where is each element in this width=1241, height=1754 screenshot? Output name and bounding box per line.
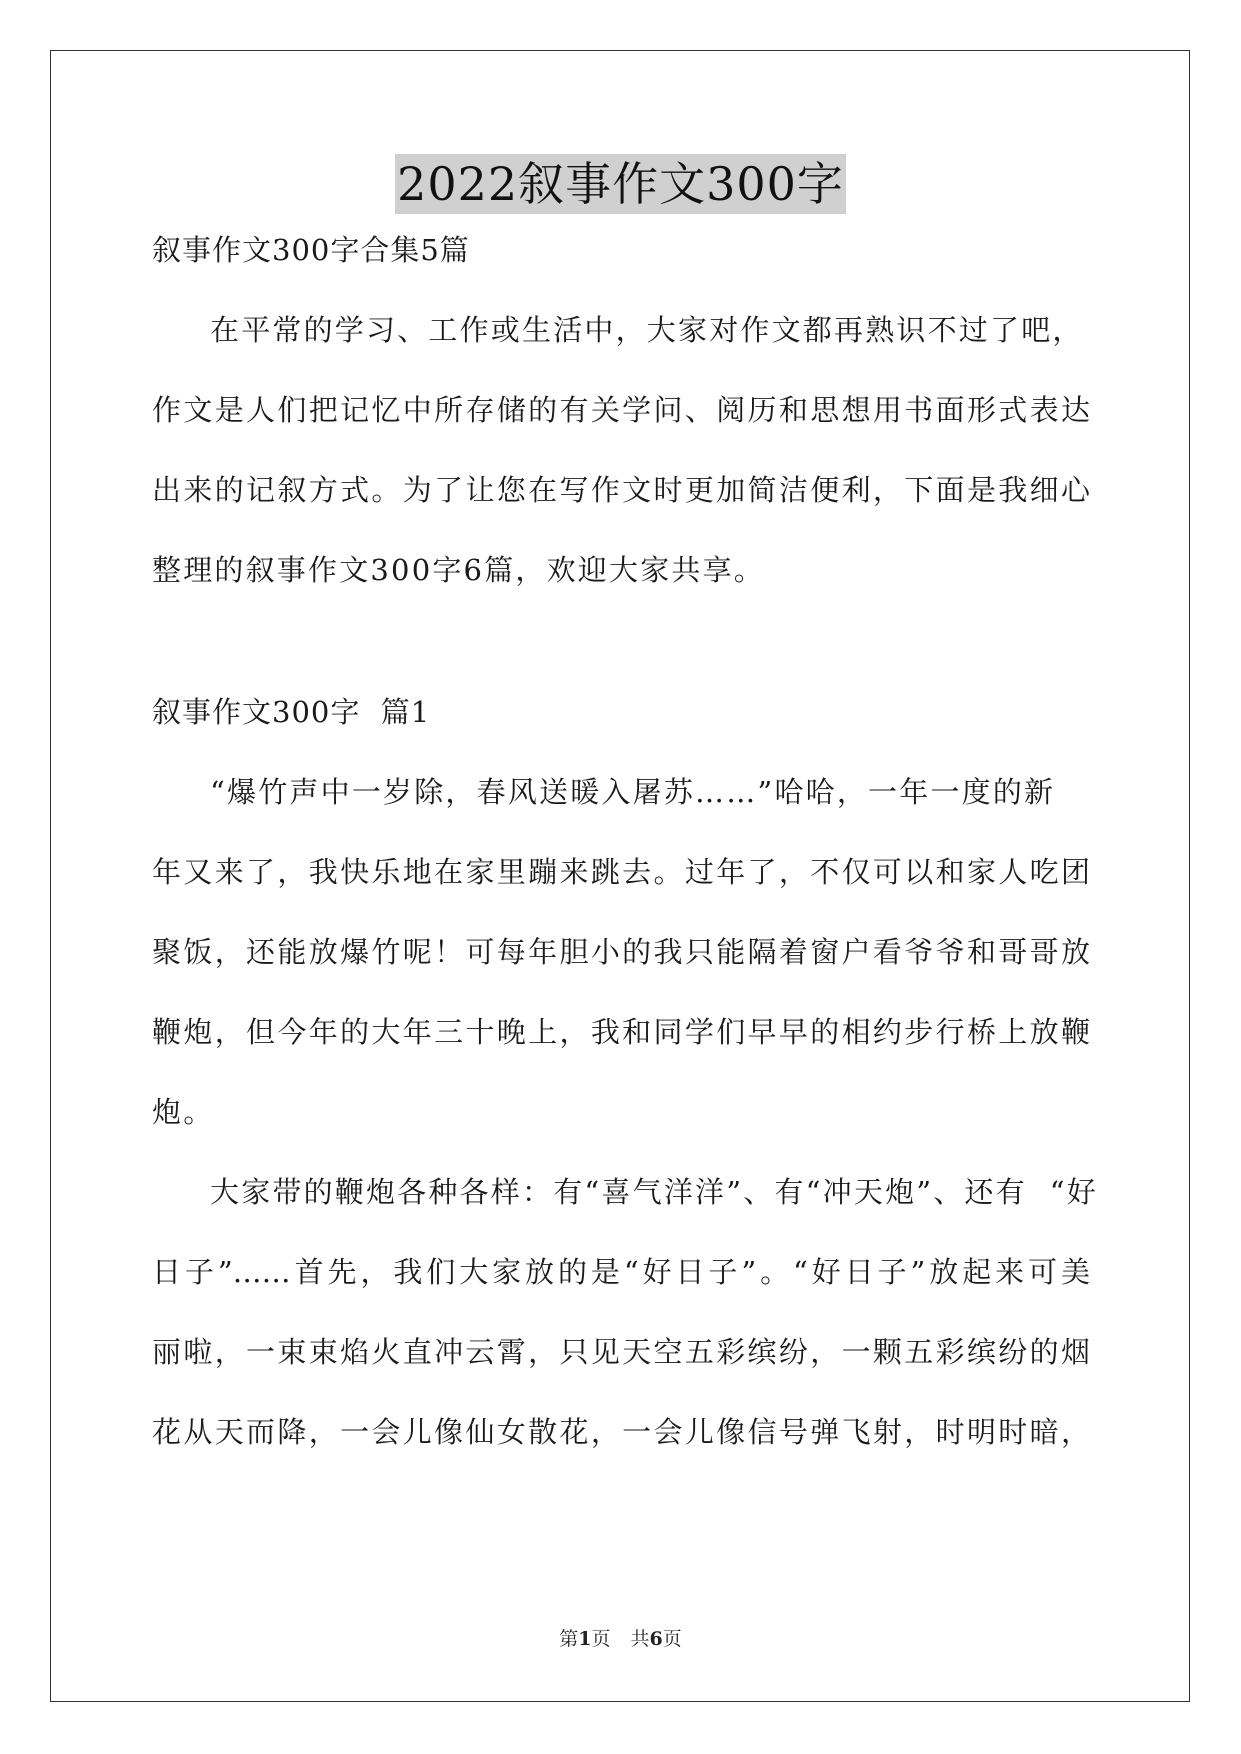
document-title: 2022叙事作文300字 [395,154,846,214]
para2-line-1: 大家带的鞭炮各种各样：有“喜气洋洋”、有“冲天炮”、还有 “好 [210,1175,1098,1209]
para2-line-2: 日子”……首先，我们大家放的是“好日子”。“好日子”放起来可美 [152,1255,1090,1289]
page-footer [0,1624,1241,1651]
para1-line-3: 聚饭，还能放爆竹呢！可每年胆小的我只能隔着窗户看爷爷和哥哥放 [152,935,1090,969]
intro-line-3: 出来的记叙方式。为了让您在写作文时更加简洁便利，下面是我细心 [152,473,1090,507]
para1-line-1: “爆竹声中一岁除，春风送暖入屠苏……”哈哈，一年一度的新 [210,775,1056,809]
document-subtitle: 叙事作文300字合集5篇 [152,233,470,267]
section-heading: 叙事作文300字 篇1 [152,695,431,729]
total-pages-number: 6 [649,1628,663,1650]
page-suffix: 页 [591,1628,611,1650]
page-prefix: 第 [559,1628,579,1650]
para1-line-4: 鞭炮，但今年的大年三十晚上，我和同学们早早的相约步行桥上放鞭 [152,1015,1090,1049]
intro-line-4: 整理的叙事作文300字6篇，欢迎大家共享。 [152,553,766,587]
para1-line-5: 炮。 [152,1095,215,1129]
intro-line-2: 作文是人们把记忆中所存储的有关学问、阅历和思想用书面形式表达 [152,393,1090,427]
intro-line-1: 在平常的学习、工作或生活中，大家对作文都再熟识不过了吧， [210,313,1084,347]
current-page-number: 1 [578,1628,592,1650]
total-prefix: 共 [630,1628,650,1650]
para1-line-2: 年又来了，我快乐地在家里蹦来跳去。过年了，不仅可以和家人吃团 [152,855,1090,889]
total-suffix: 页 [662,1628,682,1650]
para2-line-4: 花从天而降，一会儿像仙女散花，一会儿像信号弹飞射，时明时暗， [152,1415,1090,1449]
title-container [0,154,1241,214]
para2-line-3: 丽啦，一束束焰火直冲云霄，只见天空五彩缤纷，一颗五彩缤纷的烟 [152,1335,1090,1369]
